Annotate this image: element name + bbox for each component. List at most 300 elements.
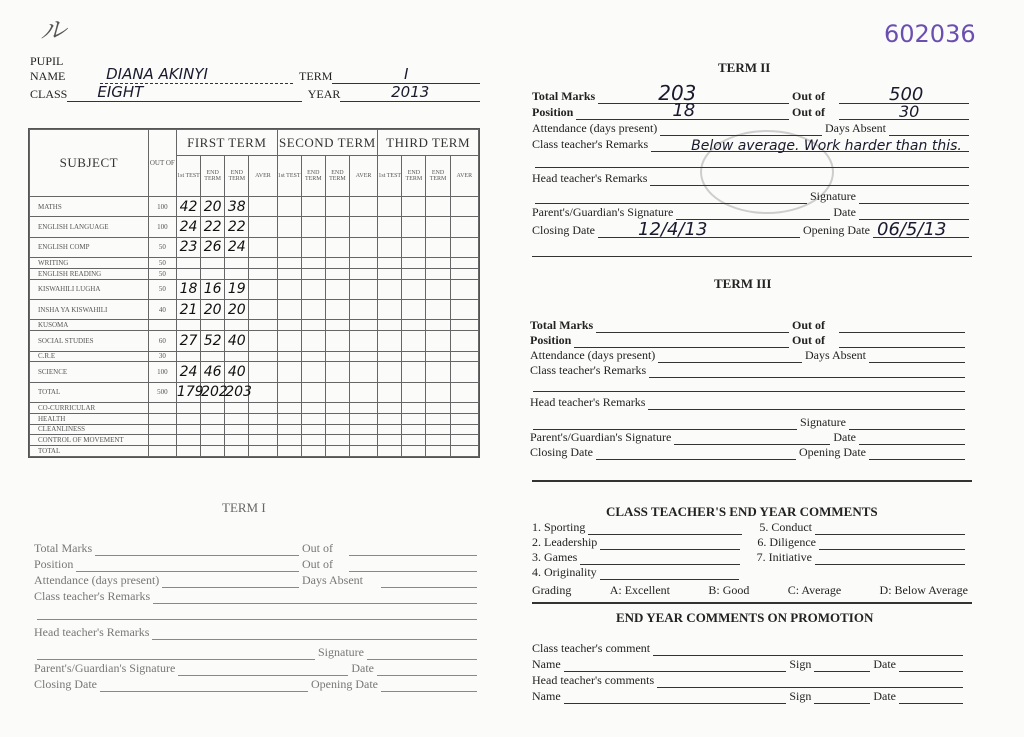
empty-cell [450, 446, 478, 457]
sub-header-cell: END TERM [201, 156, 225, 197]
out-of-cell [148, 413, 176, 424]
table-row [30, 351, 479, 362]
empty-cell [450, 413, 478, 424]
empty-cell [426, 331, 450, 351]
empty-cell [325, 217, 349, 237]
empty-cell [249, 217, 277, 237]
year-label: YEAR [307, 87, 341, 101]
term2-outof-value: 500 [889, 84, 924, 105]
empty-cell [349, 382, 377, 402]
sub-header-cell: AVER [450, 156, 478, 197]
term3-outof-label: Out of [792, 318, 825, 332]
term1-outof-label: Out of [302, 541, 333, 555]
empty-cell [325, 413, 349, 424]
empty-cell [301, 320, 325, 331]
term3-date-label: Date [833, 430, 856, 444]
empty-cell [349, 300, 377, 320]
end-year-item: 3. Games [532, 550, 578, 564]
end-year-item: 5. Conduct [759, 520, 812, 534]
sub-header-cell: END TERM [426, 156, 450, 197]
out-of-cell: 100 [148, 362, 176, 382]
empty-cell [249, 320, 277, 331]
end-year-item: 6. Diligence [757, 535, 816, 549]
term1-attendance-label: Attendance (days present) [34, 573, 160, 587]
empty-cell [402, 413, 426, 424]
empty-cell [325, 351, 349, 362]
subject-cell: CONTROL OF MOVEMENT [30, 435, 149, 446]
empty-cell [301, 382, 325, 402]
subject-cell: SCIENCE [30, 362, 149, 382]
term3-title: TERM III [714, 276, 772, 291]
end-year-section [532, 520, 968, 598]
empty-cell [450, 197, 478, 217]
term2-closing-value: 12/4/13 [638, 219, 708, 240]
empty-cell [277, 268, 301, 279]
empty-cell [325, 382, 349, 402]
mark-cell: 179 [176, 382, 200, 402]
empty-cell [426, 258, 450, 269]
head-date-label: Date [873, 689, 896, 703]
table-row [30, 362, 479, 382]
empty-cell [249, 435, 277, 446]
empty-cell [325, 279, 349, 299]
subject-cell: KISWAHILI LUGHA [30, 279, 149, 299]
empty-cell [426, 197, 450, 217]
grade-d: D: Below Average [879, 583, 968, 597]
mark-cell [225, 351, 249, 362]
term2-total-label: Total Marks [532, 89, 596, 103]
empty-cell [402, 237, 426, 257]
empty-cell [402, 351, 426, 362]
mark-cell [201, 351, 225, 362]
subject-cell: TOTAL [30, 446, 149, 457]
empty-cell [301, 362, 325, 382]
out-of-cell: 100 [148, 217, 176, 237]
mark-cell: 38 [225, 197, 249, 217]
empty-cell [426, 237, 450, 257]
empty-cell [277, 435, 301, 446]
empty-cell [378, 362, 402, 382]
year-value: 2013 [340, 83, 480, 102]
term2-head-remarks-label: Head teacher's Remarks [532, 171, 648, 185]
empty-cell [426, 268, 450, 279]
mark-cell [176, 424, 200, 435]
empty-cell [426, 351, 450, 362]
term3-position-label: Position [530, 333, 572, 347]
empty-cell [349, 435, 377, 446]
mark-cell: 19 [225, 279, 249, 299]
term2-opening-label: Opening Date [803, 223, 870, 237]
mark-cell [176, 320, 200, 331]
term2-position-value: 18 [672, 100, 696, 121]
mark-cell: 52 [201, 331, 225, 351]
empty-cell [277, 424, 301, 435]
term1-section [34, 540, 480, 692]
empty-cell [249, 331, 277, 351]
mark-cell: 40 [225, 362, 249, 382]
out-of-header: OUT OF [148, 130, 176, 197]
subject-cell: ENGLISH READING [30, 268, 149, 279]
class-sign-label: Sign [789, 657, 812, 671]
class-date-label: Date [873, 657, 896, 671]
subject-cell: CLEANLINESS [30, 424, 149, 435]
table-row [30, 258, 479, 269]
empty-cell [426, 413, 450, 424]
mark-cell: 18 [176, 279, 200, 299]
empty-cell [349, 237, 377, 257]
term1-total-label: Total Marks [34, 541, 93, 555]
mark-cell [201, 268, 225, 279]
empty-cell [325, 237, 349, 257]
empty-cell [378, 258, 402, 269]
term2-date-label: Date [833, 205, 856, 219]
sub-header-cell: END TERM [402, 156, 426, 197]
empty-cell [426, 382, 450, 402]
empty-cell [378, 446, 402, 457]
empty-cell [277, 403, 301, 414]
subject-cell: CO-CURRICULAR [30, 403, 149, 414]
mark-cell: 202 [201, 382, 225, 402]
empty-cell [249, 403, 277, 414]
term3-closing-label: Closing Date [530, 445, 593, 459]
term1-position-label: Position [34, 557, 74, 571]
empty-cell [301, 351, 325, 362]
empty-cell [426, 435, 450, 446]
table-row [30, 279, 479, 299]
class-value: EIGHT [67, 83, 301, 102]
out-of-cell [148, 446, 176, 457]
empty-cell [426, 446, 450, 457]
empty-cell [378, 217, 402, 237]
term1-class-remarks-label: Class teacher's Remarks [34, 589, 151, 603]
term1-parent-label: Parent's/Guardian's Signature [34, 661, 176, 675]
mark-cell [225, 424, 249, 435]
mark-cell [225, 403, 249, 414]
table-row [30, 403, 479, 414]
class-comment-label: Class teacher's comment [532, 641, 651, 655]
empty-cell [378, 237, 402, 257]
table-row [30, 217, 479, 237]
grade-a: A: Excellent [609, 583, 670, 597]
third-term-header: THIRD TERM [378, 130, 479, 156]
table-row [30, 197, 479, 217]
empty-cell [249, 446, 277, 457]
term2-outof2-value: 30 [899, 102, 920, 121]
sub-header-cell: AVER [249, 156, 277, 197]
empty-cell [277, 362, 301, 382]
empty-cell [349, 403, 377, 414]
mark-cell: 24 [176, 362, 200, 382]
empty-cell [301, 413, 325, 424]
subject-cell: HEALTH [30, 413, 149, 424]
empty-cell [402, 403, 426, 414]
empty-cell [349, 258, 377, 269]
subject-cell: ENGLISH COMP [30, 237, 149, 257]
empty-cell [249, 424, 277, 435]
empty-cell [349, 197, 377, 217]
empty-cell [402, 424, 426, 435]
out-of-cell: 50 [148, 237, 176, 257]
table-row [30, 237, 479, 257]
term2-absent-label: Days Absent [825, 121, 886, 135]
term1-outof2-label: Out of [302, 557, 333, 571]
empty-cell [277, 279, 301, 299]
empty-cell [349, 362, 377, 382]
empty-cell [450, 435, 478, 446]
term1-opening-label: Opening Date [311, 677, 378, 691]
out-of-cell: 30 [148, 351, 176, 362]
term3-attendance-label: Attendance (days present) [530, 348, 656, 362]
table-row [30, 413, 479, 424]
empty-cell [378, 435, 402, 446]
out-of-cell: 40 [148, 300, 176, 320]
empty-cell [249, 351, 277, 362]
term1-closing-label: Closing Date [34, 677, 97, 691]
empty-cell [378, 331, 402, 351]
empty-cell [402, 320, 426, 331]
empty-cell [325, 435, 349, 446]
empty-cell [402, 268, 426, 279]
empty-cell [325, 258, 349, 269]
mark-cell [225, 413, 249, 424]
term3-signature-label: Signature [800, 415, 846, 429]
empty-cell [349, 331, 377, 351]
subject-cell: C.R.E [30, 351, 149, 362]
head-comment-label: Head teacher's comments [532, 673, 655, 687]
empty-cell [378, 403, 402, 414]
empty-cell [301, 435, 325, 446]
subject-cell: MATHS [30, 197, 149, 217]
term3-class-remarks-label: Class teacher's Remarks [530, 363, 647, 377]
table-row [30, 300, 479, 320]
empty-cell [402, 331, 426, 351]
term3-absent-label: Days Absent [805, 348, 866, 362]
sub-header-cell: 1st TEST [378, 156, 402, 197]
empty-cell [426, 300, 450, 320]
divider [532, 480, 972, 482]
empty-cell [277, 217, 301, 237]
pupil-name-label: PUPIL NAME [30, 54, 66, 83]
empty-cell [249, 197, 277, 217]
class-name-label: Name [532, 657, 561, 671]
empty-cell [378, 268, 402, 279]
mark-cell: 22 [201, 217, 225, 237]
sub-header-cell: END TERM [225, 156, 249, 197]
term3-head-remarks-label: Head teacher's Remarks [530, 395, 646, 409]
mark-cell [201, 424, 225, 435]
mark-cell [176, 435, 200, 446]
class-label: CLASS [30, 87, 68, 101]
empty-cell [349, 446, 377, 457]
empty-cell [378, 279, 402, 299]
sub-header-cell: END TERM [325, 156, 349, 197]
mark-cell [201, 446, 225, 457]
term-label: TERM [299, 69, 333, 83]
empty-cell [378, 424, 402, 435]
empty-cell [426, 279, 450, 299]
empty-cell [277, 258, 301, 269]
empty-cell [402, 362, 426, 382]
first-term-header: FIRST TERM [176, 130, 277, 156]
empty-cell [378, 351, 402, 362]
empty-cell [249, 382, 277, 402]
out-of-cell: 50 [148, 268, 176, 279]
empty-cell [277, 197, 301, 217]
out-of-cell: 50 [148, 258, 176, 269]
subject-cell: INSHA YA KISWAHILI [30, 300, 149, 320]
empty-cell [402, 446, 426, 457]
mark-cell: 26 [201, 237, 225, 257]
mark-cell [176, 403, 200, 414]
mark-cell: 22 [225, 217, 249, 237]
term2-opening-value: 06/5/13 [877, 219, 947, 240]
corner-mark: ル [40, 16, 67, 46]
mark-cell: 42 [176, 197, 200, 217]
mark-cell [201, 435, 225, 446]
term2-title: TERM II [718, 60, 771, 75]
empty-cell [301, 446, 325, 457]
empty-cell [450, 279, 478, 299]
term1-signature-label: Signature [318, 645, 364, 659]
empty-cell [349, 279, 377, 299]
term2-class-remarks-value: Below average. Work harder than this. [691, 138, 962, 154]
mark-cell: 27 [176, 331, 200, 351]
empty-cell [450, 258, 478, 269]
mark-cell: 24 [176, 217, 200, 237]
empty-cell [301, 403, 325, 414]
promotion-title: END YEAR COMMENTS ON PROMOTION [616, 610, 874, 625]
term3-outof2-label: Out of [792, 333, 825, 347]
empty-cell [378, 300, 402, 320]
empty-cell [450, 300, 478, 320]
empty-cell [378, 320, 402, 331]
empty-cell [325, 446, 349, 457]
empty-cell [301, 237, 325, 257]
promotion-section [532, 640, 966, 704]
empty-cell [249, 268, 277, 279]
empty-cell [450, 268, 478, 279]
divider [532, 602, 972, 604]
empty-cell [325, 424, 349, 435]
empty-cell [277, 237, 301, 257]
term-value: I [332, 65, 480, 84]
subject-header: SUBJECT [30, 130, 149, 197]
end-year-item: 2. Leadership [532, 535, 598, 549]
grading-label: Grading [532, 583, 572, 597]
empty-cell [349, 320, 377, 331]
pupil-header [30, 54, 480, 102]
grade-b: B: Good [708, 583, 750, 597]
mark-cell [225, 268, 249, 279]
empty-cell [301, 258, 325, 269]
empty-cell [426, 217, 450, 237]
subject-cell: ENGLISH LANGUAGE [30, 217, 149, 237]
sub-header-cell: 1st TEST [277, 156, 301, 197]
sub-header-cell: AVER [349, 156, 377, 197]
mark-cell [201, 413, 225, 424]
out-of-cell: 60 [148, 331, 176, 351]
empty-cell [249, 258, 277, 269]
empty-cell [325, 320, 349, 331]
subject-cell: SOCIAL STUDIES [30, 331, 149, 351]
pupil-name-value: DIANA AKINYI [100, 65, 293, 84]
mark-cell [225, 258, 249, 269]
empty-cell [301, 300, 325, 320]
empty-cell [450, 351, 478, 362]
mark-cell [176, 446, 200, 457]
mark-cell [225, 435, 249, 446]
end-year-title: CLASS TEACHER'S END YEAR COMMENTS [606, 504, 878, 519]
mark-cell: 16 [201, 279, 225, 299]
empty-cell [249, 279, 277, 299]
sub-header-cell: 1st TEST [176, 156, 200, 197]
empty-cell [249, 300, 277, 320]
empty-cell [325, 197, 349, 217]
table-row [30, 382, 479, 402]
empty-cell [402, 279, 426, 299]
document-number: 602036 [884, 20, 976, 48]
term2-parent-label: Parent's/Guardian's Signature [532, 205, 674, 219]
empty-cell [277, 300, 301, 320]
mark-cell [176, 351, 200, 362]
empty-cell [301, 331, 325, 351]
mark-cell: 23 [176, 237, 200, 257]
empty-cell [277, 331, 301, 351]
empty-cell [277, 446, 301, 457]
empty-cell [277, 320, 301, 331]
mark-cell [176, 258, 200, 269]
subject-cell: WRITING [30, 258, 149, 269]
empty-cell [301, 424, 325, 435]
mark-cell: 20 [201, 300, 225, 320]
empty-cell [402, 435, 426, 446]
empty-cell [325, 403, 349, 414]
sub-header-cell: END TERM [301, 156, 325, 197]
empty-cell [378, 413, 402, 424]
subject-cell: TOTAL [30, 382, 149, 402]
table-row [30, 435, 479, 446]
empty-cell [349, 217, 377, 237]
empty-cell [325, 331, 349, 351]
empty-cell [426, 362, 450, 382]
mark-cell: 21 [176, 300, 200, 320]
term2-position-label: Position [532, 105, 574, 119]
empty-cell [349, 424, 377, 435]
empty-cell [325, 300, 349, 320]
empty-cell [426, 320, 450, 331]
head-name-label: Name [532, 689, 561, 703]
empty-cell [349, 351, 377, 362]
mark-cell: 24 [225, 237, 249, 257]
out-of-cell: 50 [148, 279, 176, 299]
term2-section [532, 81, 972, 240]
out-of-cell [148, 424, 176, 435]
empty-cell [402, 300, 426, 320]
empty-cell [277, 351, 301, 362]
empty-cell [325, 362, 349, 382]
empty-cell [325, 268, 349, 279]
marks-table [28, 128, 480, 458]
out-of-cell: 500 [148, 382, 176, 402]
empty-cell [301, 279, 325, 299]
empty-cell [249, 237, 277, 257]
empty-cell [450, 217, 478, 237]
term2-total-value: 203 [658, 81, 697, 105]
empty-cell [450, 237, 478, 257]
empty-cell [450, 382, 478, 402]
empty-cell [277, 382, 301, 402]
subject-cell: KUSOMA [30, 320, 149, 331]
